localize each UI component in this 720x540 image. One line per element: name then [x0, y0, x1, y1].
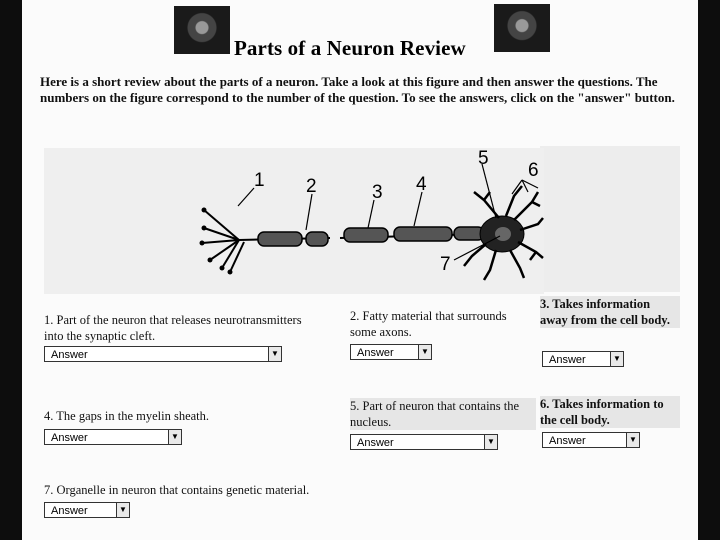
- question-6-answer-select[interactable]: [542, 432, 640, 448]
- neuron-thumbnail-right: [494, 4, 550, 52]
- chevron-down-icon[interactable]: ▼: [418, 345, 431, 359]
- chevron-down-icon[interactable]: ▼: [484, 435, 497, 449]
- neuron-diagram: [44, 148, 544, 294]
- question-6-text: 6. Takes information to the cell body.: [540, 396, 680, 428]
- chevron-down-icon[interactable]: ▼: [610, 352, 623, 366]
- figure-label-6: 6: [528, 160, 539, 181]
- question-2-text: 2. Fatty material that surrounds some axons.: [350, 309, 507, 339]
- question-1-text: 1. Part of the neuron that releases neurotransmitters into the synaptic cleft.: [44, 313, 302, 343]
- question-4-answer-select[interactable]: [44, 429, 182, 445]
- figure-label-7: 7: [440, 254, 451, 275]
- chevron-down-icon[interactable]: ▼: [116, 503, 129, 517]
- figure-label-4: 4: [416, 174, 427, 195]
- question-1-answer-select[interactable]: [44, 346, 282, 362]
- question-6-answer-value: Answer: [549, 435, 586, 447]
- question-7-text: 7. Organelle in neuron that contains genetic material.: [44, 483, 310, 497]
- question-5-answer-select[interactable]: [350, 434, 498, 450]
- neuron-figure: [44, 148, 544, 294]
- question-2-answer-select[interactable]: [350, 344, 432, 360]
- intro-text: Here is a short review about the parts of a neuron. Take a look at this figure and then answer the questions. The numbers on the figure correspond to the number of the question. To see the answers, click on the "answer" button.: [40, 74, 675, 105]
- question-4-text: 4. The gaps in the myelin sheath.: [44, 409, 210, 423]
- page-title: Parts of a Neuron Review: [234, 36, 466, 60]
- question-4-answer-value: Answer: [51, 432, 88, 444]
- figure-label-3: 3: [372, 182, 383, 203]
- figure-label-5: 5: [478, 148, 489, 169]
- right-border: [698, 0, 720, 540]
- question-5-answer-value: Answer: [357, 437, 394, 449]
- worksheet-page: [22, 0, 698, 540]
- question-3-answer-select[interactable]: [542, 351, 624, 367]
- chevron-down-icon[interactable]: ▼: [168, 430, 181, 444]
- question-2-answer-value: Answer: [357, 347, 394, 359]
- chevron-down-icon[interactable]: ▼: [268, 347, 281, 361]
- figure-label-1: 1: [254, 170, 265, 191]
- left-border: [0, 0, 22, 540]
- question-7-answer-select[interactable]: [44, 502, 130, 518]
- figure-label-2: 2: [306, 176, 317, 197]
- question-3-answer-value: Answer: [549, 354, 586, 366]
- question-1-answer-value: Answer: [51, 349, 88, 361]
- neuron-thumbnail-left: [174, 6, 230, 54]
- question-7-answer-value: Answer: [51, 505, 88, 517]
- figure-background: [540, 146, 680, 292]
- question-3-text: 3. Takes information away from the cell body.: [540, 296, 680, 328]
- chevron-down-icon[interactable]: ▼: [626, 433, 639, 447]
- question-5-text: 5. Part of neuron that contains the nucleus.: [350, 398, 536, 430]
